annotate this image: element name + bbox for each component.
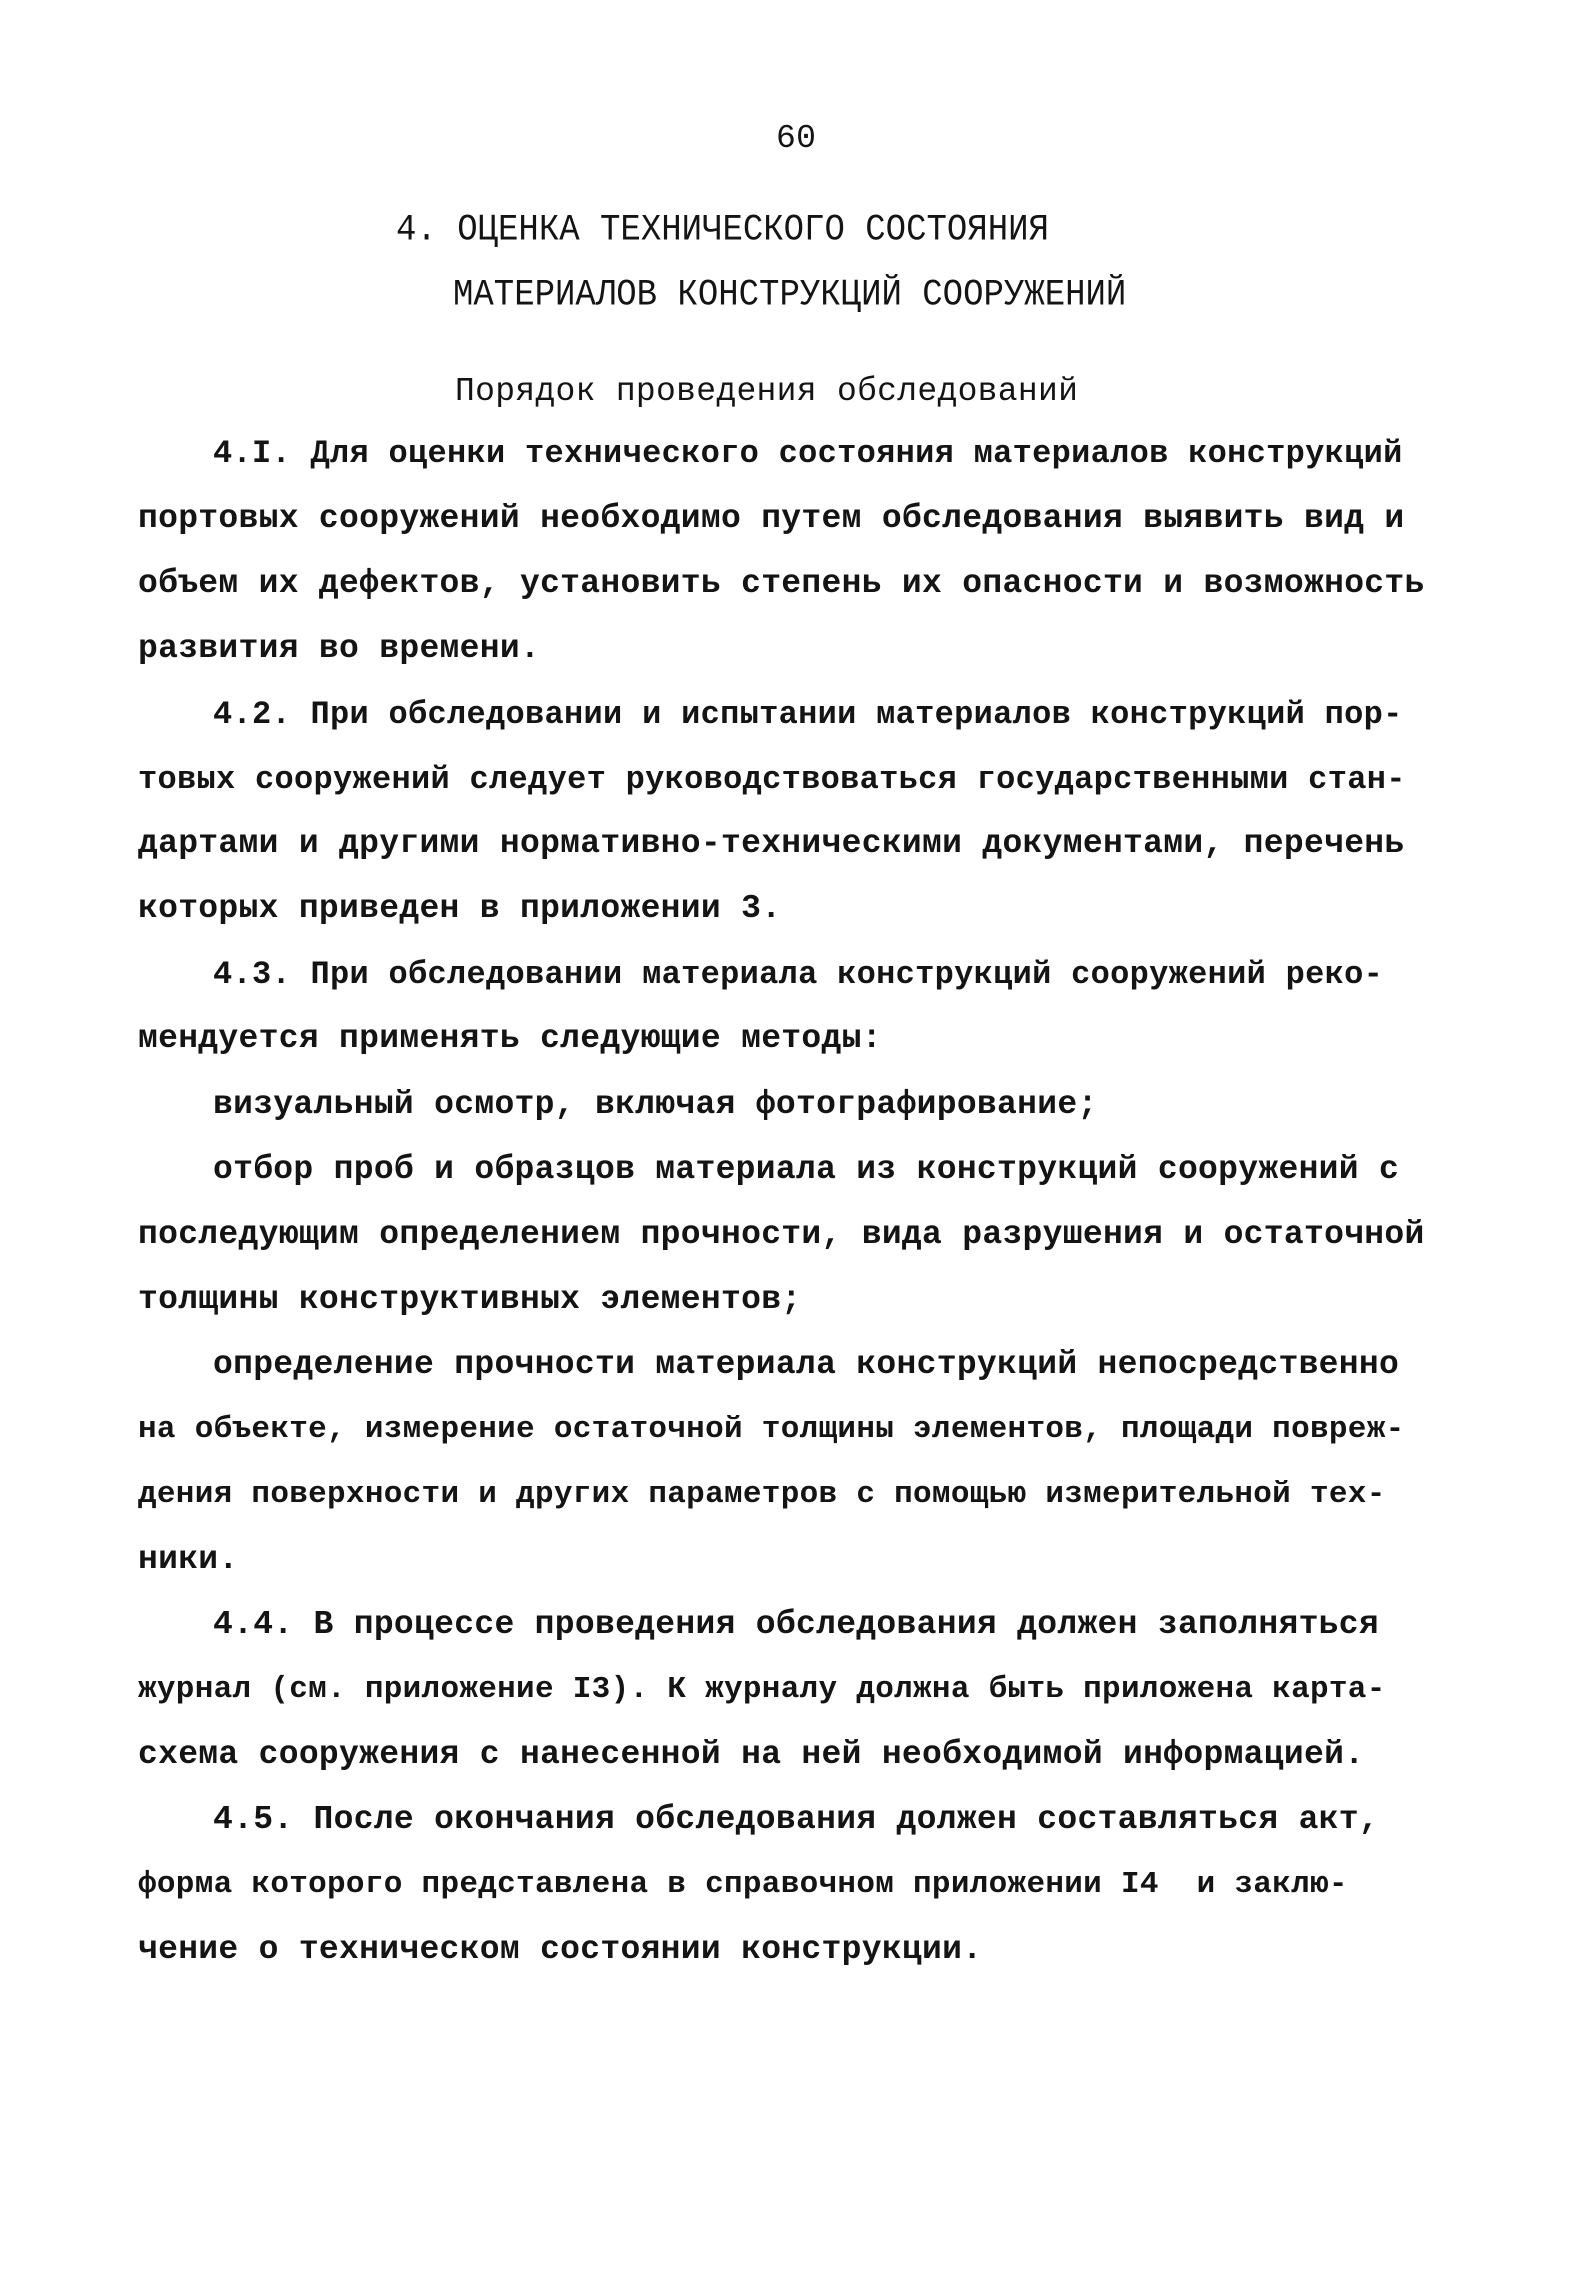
- method-item-sampling: отбор проб и образцов материала из конструкций сооружений с: [213, 1151, 1400, 1188]
- paragraph-4-1-line: портовых сооружений необходимо путем обследования выявить вид и: [138, 500, 1405, 537]
- method-item-onsite: на объекте, измерение остаточной толщины элементов, площади повреж-: [138, 1412, 1405, 1447]
- paragraph-4-4-line: 4.4. В процессе проведения обследования должен заполняться: [213, 1606, 1379, 1643]
- method-item-onsite: дения поверхности и других параметров с помощью измерительной тех-: [138, 1477, 1386, 1512]
- method-item-onsite: ники.: [138, 1541, 239, 1578]
- method-item-sampling: последующим определением прочности, вида разрушения и остаточной: [138, 1216, 1425, 1253]
- paragraph-4-1-line: развития во времени.: [138, 630, 541, 667]
- paragraph-4-1-line: объем их дефектов, установить степень их опасности и возможность: [138, 565, 1425, 602]
- paragraph-4-5-line: чение о техническом состоянии конструкции.: [138, 1931, 983, 1968]
- section-heading-line-2: МАТЕРИАЛОВ КОНСТРУКЦИЙ СООРУЖЕНИЙ: [453, 275, 1127, 317]
- method-item-sampling: толщины конструктивных элементов;: [138, 1281, 802, 1318]
- paragraph-4-3-line: 4.3. При обследовании материала конструкций сооружений реко-: [213, 956, 1384, 993]
- paragraph-4-3-line: мендуется применять следующие методы:: [138, 1020, 882, 1057]
- method-item-onsite: определение прочности материала конструкций непосредственно: [213, 1346, 1400, 1383]
- paragraph-4-2-line: дартами и другими нормативно-техническими документами, перечень: [138, 825, 1405, 862]
- paragraph-4-5-line: 4.5. После окончания обследования должен составляться акт,: [213, 1801, 1379, 1838]
- paragraph-4-4-line: журнал (см. приложение I3). К журналу должна быть приложена карта-: [138, 1672, 1386, 1707]
- paragraph-4-5-line: форма которого представлена в справочном приложении I4 и заклю-: [138, 1867, 1348, 1902]
- paragraph-4-1-line: 4.I. Для оценки технического состояния материалов конструкций: [213, 435, 1403, 472]
- section-heading-line-1: 4. ОЦЕНКА ТЕХНИЧЕСКОГО СОСТОЯНИЯ: [396, 210, 1049, 252]
- paragraph-4-2-line: которых приведен в приложении 3.: [138, 890, 782, 927]
- subsection-heading: Порядок проведения обследований: [455, 373, 1079, 410]
- method-item-visual: визуальный осмотр, включая фотографирование;: [213, 1086, 1098, 1123]
- paragraph-4-2-line: 4.2. При обследовании и испытании материалов конструкций пор-: [213, 696, 1403, 733]
- page-number: 60: [776, 120, 817, 157]
- paragraph-4-2-line: товых сооружений следует руководствоваться государственными стан-: [138, 761, 1406, 798]
- paragraph-4-4-line: схема сооружения с нанесенной на ней необходимой информацией.: [138, 1736, 1365, 1773]
